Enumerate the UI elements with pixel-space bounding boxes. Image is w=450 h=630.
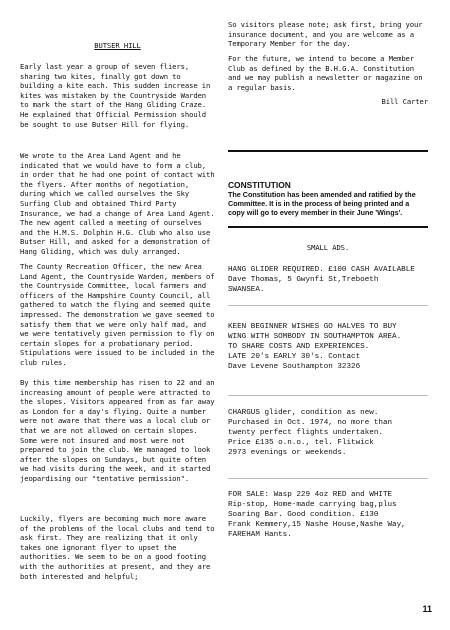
ad-line: Soaring Bar. Good condition. £130	[228, 511, 379, 519]
small-ad	[228, 265, 428, 295]
ad-divider	[228, 478, 428, 479]
section-divider	[228, 150, 428, 152]
article-paragraph-1: Early last year a group of seven fliers, sharing two kites, finally got down to building a kite each. This sudden increase in kites was mistaken by the Countryside Warden to mark the start of the Hang Gliding Craze. He explained that Official Permission should be sought to use Butser Hill for flying.	[20, 62, 211, 129]
article-author: Bill Carter	[381, 97, 428, 106]
article-paragraph-6: So visitors please note; ask first, bring your insurance document, and you are welcome as a Temporary Member for the day.	[228, 20, 423, 49]
article-paragraph-7: For the future, we intend to become a Member Club as defined by the B.H.G.A. Constitution and we may publish a newsletter or magazine on a regular basis.	[228, 54, 423, 92]
ad-line: CHARGUS glider, condition as new.	[228, 409, 379, 417]
small-ad	[228, 322, 428, 372]
ad-line: Frank Kemmery,15 Nashe House,Nashe Way,	[228, 521, 406, 529]
article-paragraph-5: Luckily, flyers are becoming much more aware of the problems of the local clubs and tend to ask first. They are realizing that it only takes one ignorant flyer to upset the authorities. We seem to be on a good footing with the authorities at present, and they are both interested and helpful;	[20, 514, 215, 581]
ad-line: SWANSEA.	[228, 286, 265, 294]
ad-line: Purchased in Oct. 1974, no more than	[228, 419, 393, 427]
small-ad	[228, 490, 428, 540]
constitution-notice	[228, 180, 428, 217]
page-number: 11	[422, 604, 432, 614]
ad-divider	[228, 305, 428, 306]
ad-line: KEEN BEGINNER WISHES GO HALVES TO BUY	[228, 323, 397, 331]
ad-line: TO SHARE COSTS AND EXPERIENCES.	[228, 343, 370, 351]
ad-divider	[228, 395, 428, 396]
ad-line: 2973 evenings or weekends.	[228, 449, 347, 457]
small-ads-heading: SMALL ADS.	[306, 243, 350, 252]
ad-line: FOR SALE: Wasp 229 4oz RED and WHITE	[228, 491, 393, 499]
article-paragraph-4: By this time membership has risen to 22 and an increasing amount of people were attracted to the slopes. Visitors appeared from as far away as London for a day's flying. Quite a number were not aware that there was a local club or that we are not allowed on certain slopes. Some were not insured and most were not prepared to join the club. We managed to look after the slopes on Sundays, but quite often we had visits during the week, and it started jeopardising our "tentative permission".	[20, 378, 215, 483]
ad-line: LATE 20's EARLY 30's. Contact	[228, 353, 361, 361]
ad-line: WING WITH SOMBODY IN SOUTHAMPTON AREA.	[228, 333, 402, 341]
section-divider	[228, 226, 428, 228]
constitution-heading: CONSTITUTION	[228, 180, 291, 190]
small-ad	[228, 408, 428, 458]
ad-line: HANG GLIDER REQUIRED. £100 CASH AVAILABLE	[228, 266, 415, 274]
ad-line: FAREHAM Hants.	[228, 531, 292, 539]
constitution-text: The Constitution has been amended and ratified by the Committee. It is in the process of being printed and a copy will go to every member in their June 'Wings'.	[228, 190, 416, 217]
ad-line: twenty perfect flights undertaken.	[228, 429, 383, 437]
ad-line: Rip-stop, Home-made carrying bag,plus	[228, 501, 397, 509]
article-paragraph-2: We wrote to the Area Land Agent and he indicated that we would have to form a club, in order that he had one point of contact with the flyers. After months of negotiation, during which we called ourselves the Sky Surfing Club and obtained Third Party Insurance, we had a change of Area Land Agent. The new agent called a meeting of ourselves and the H.M.S. Dolphin H.G. Club who also use Butser Hill, and asked for a demonstration of Hang Gliding, which was duly arranged.	[20, 151, 215, 256]
article-title: BUTSER HILL	[94, 41, 141, 50]
ad-line: Dave Levene Southampton 32326	[228, 363, 361, 371]
ad-line: Dave Thomas, 5 Gwynfi St,Treboeth	[228, 276, 379, 284]
article-paragraph-3: The County Recreation Officer, the new Area Land Agent, the Countryside Warden, members of the Countryside Committee, local farmers and officers of the Hampshire County Council, all gathered to watch the flying and seemed quite impressed. The demonstration we gave seemed to satisfy them that we were only half mad, and we were tentatively given permission to fly on certain slopes for a probationary period. Stipulations were issued to be included in the club rules.	[20, 262, 215, 367]
ad-line: Price £135 o.n.o., tel. Flitwick	[228, 439, 374, 447]
